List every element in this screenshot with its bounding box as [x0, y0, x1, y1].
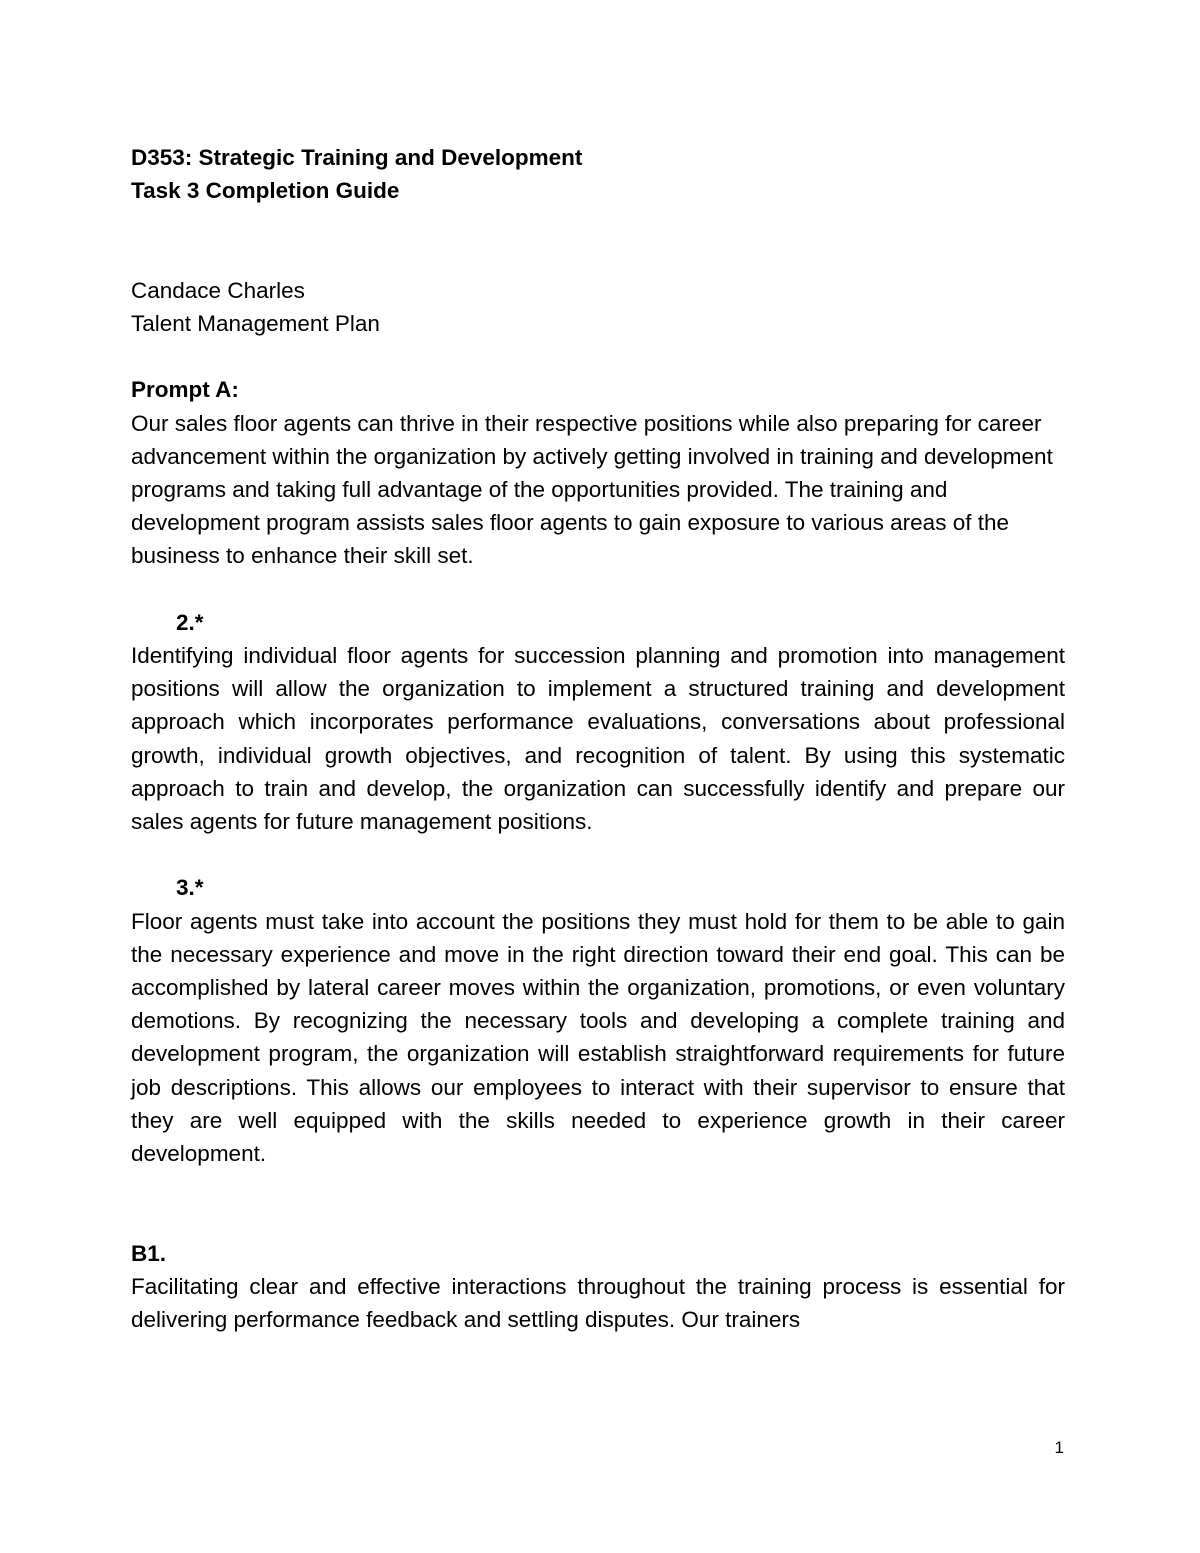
spacer	[131, 207, 1065, 273]
page-number: 1	[1054, 1438, 1064, 1457]
item-2-paragraph: Identifying individual floor agents for succession planning and promotion into management positions will allow the organization to implement a structured training and development approach which incorporates performance evaluations, conversations about professional growth, individual growth objectives, and recognition of talent. By using this systematic approach to train and develop, the organization can successfully identify and prepare our sales agents for future management positions.	[131, 643, 1065, 835]
spacer	[131, 573, 1065, 606]
prompt-a-heading: Prompt A:	[131, 377, 239, 403]
b1-paragraph: Facilitating clear and effective interactions throughout the training process is essential for delivering performance feedback and settling disputes. Our trainers	[131, 1273, 1065, 1333]
prompt-a-paragraph: Our sales floor agents can thrive in their respective positions while also preparing for career advancement within the organization by actively getting involved in training and development programs and taking full advantage of the opportunities provided. The training and development program assists sales floor agents to gain exposure to various areas of the business to enhance their skill set.	[131, 410, 1053, 569]
b1-heading: B1.	[131, 1240, 167, 1266]
item-3-paragraph: Floor agents must take into account the positions they must hold for them to be able to gain the necessary experience and move in the right direction toward their end goal. This can be accomplished by lateral career moves within the organization, promotions, or even voluntary demotions. By recognizing the necessary tools and developing a complete training and development program, the organization will establish straightforward requirements for future job descriptions. This allows our employees to interact with their supervisor to ensure that they are well equipped with the skills needed to experience growth in their career development.	[131, 908, 1065, 1167]
spacer	[131, 838, 1065, 871]
item-3-heading: 3.*	[176, 875, 204, 901]
document-subtitle: Talent Management Plan	[131, 311, 380, 336]
document-body	[131, 141, 1065, 1336]
course-title: D353: Strategic Training and Development	[131, 145, 583, 170]
author-name: Candace Charles	[131, 277, 305, 303]
spacer	[131, 340, 1065, 373]
item-2-heading: 2.*	[176, 609, 204, 635]
spacer	[131, 1170, 1065, 1236]
guide-title: Task 3 Completion Guide	[131, 178, 400, 204]
